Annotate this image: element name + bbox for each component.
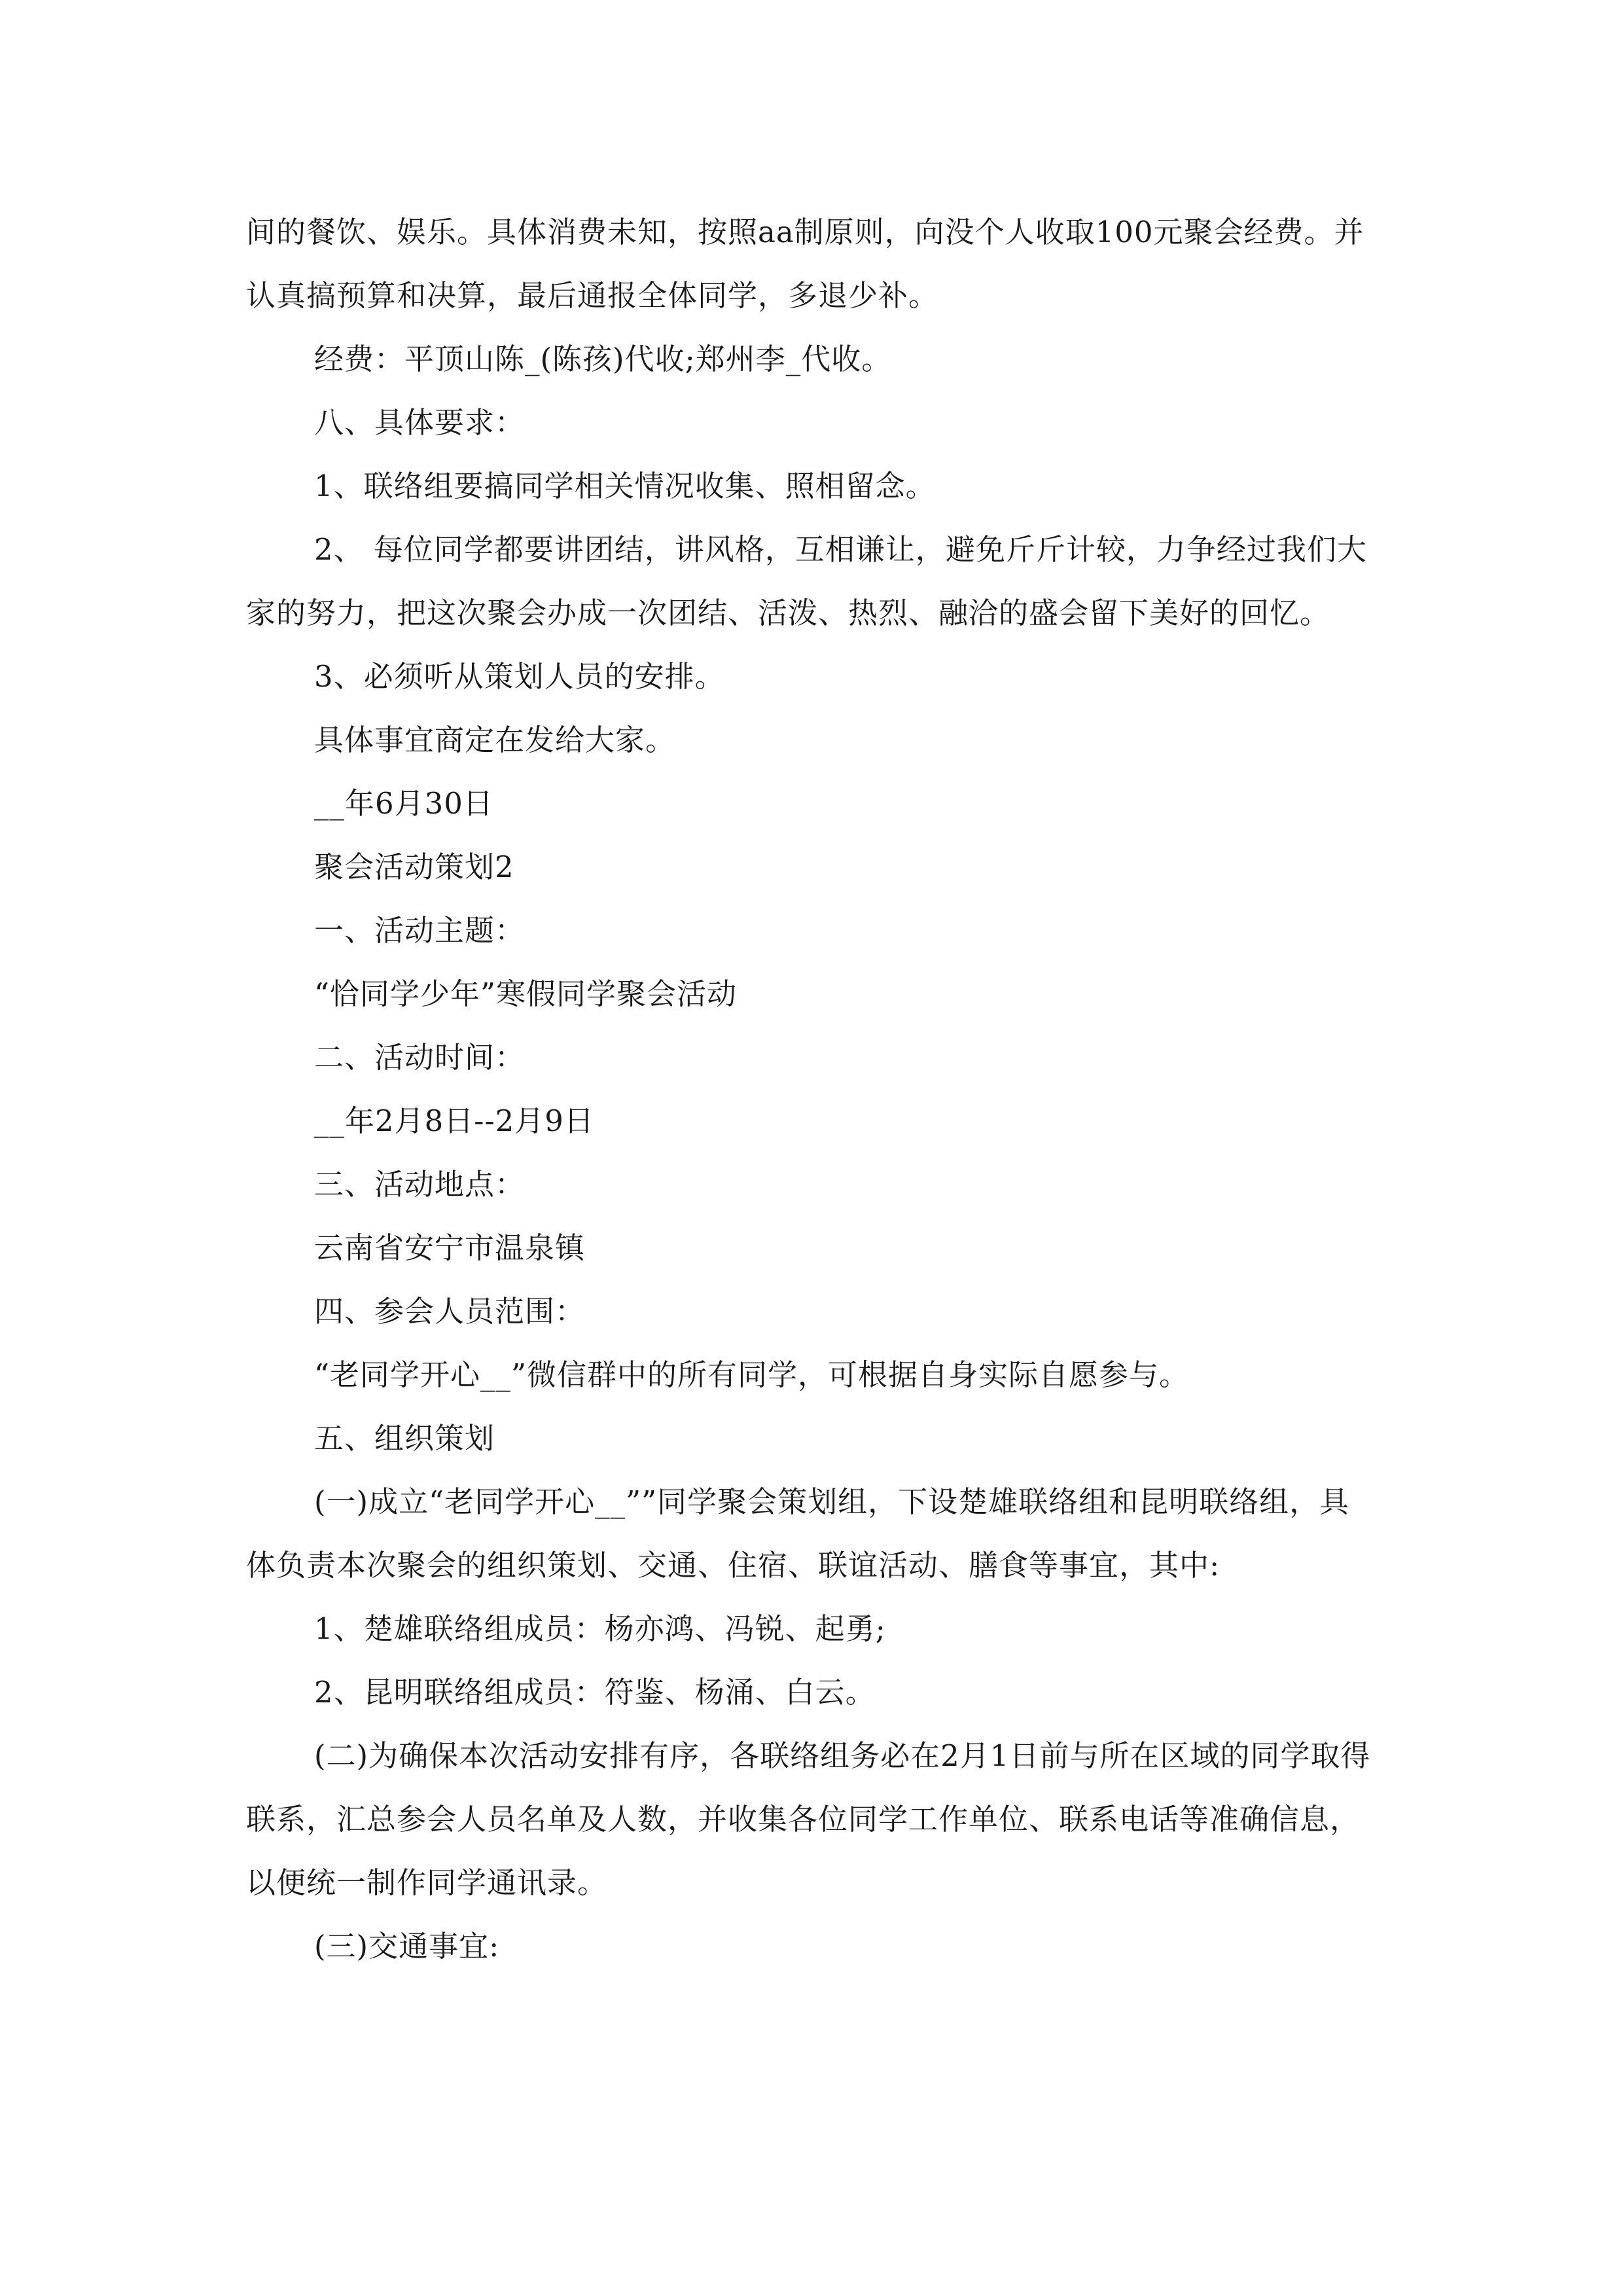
paragraph-20: 1、楚雄联络组成员：杨亦鸿、冯锐、起勇; xyxy=(314,1611,886,1646)
section-heading-2: 二、活动时间： xyxy=(314,1040,526,1075)
paragraph-1: 间的餐饮、娱乐。具体消费未知，按照aa制原则，向没个人收取100元聚会经费。并认真搞预算和决算，最后通报全体同学，多退少补。 xyxy=(246,215,1364,313)
paragraph-19: (一)成立“老同学开心__””同学聚会策划组，下设楚雄联络组和昆明联络组，具体负责本次聚会的组织策划、交通、住宿、联谊活动、膳食等事宜，其中: xyxy=(246,1484,1350,1583)
date-line: __年6月30日 xyxy=(314,786,493,821)
paragraph-15: 云南省安宁市温泉镇 xyxy=(314,1230,586,1265)
section-heading-8: 八、具体要求： xyxy=(314,405,526,440)
document-page xyxy=(246,200,1377,1978)
paragraph-6: 3、必须听从策划人员的安排。 xyxy=(314,659,725,694)
paragraph-7: 具体事宜商定在发给大家。 xyxy=(314,723,676,757)
paragraph-22: (二)为确保本次活动安排有序，各联络组务必在2月1日前与所在区域的同学取得联系，汇总参会人员名单及人数，并收集各位同学工作单位、联系电话等准确信息，以便统一制作同学通讯录。 xyxy=(246,1738,1371,1900)
document-subtitle: 聚会活动策划2 xyxy=(314,850,514,884)
section-heading-3: 三、活动地点： xyxy=(314,1167,526,1202)
paragraph-21: 2、昆明联络组成员：符鉴、杨涌、白云。 xyxy=(314,1675,876,1710)
paragraph-5: 2、 每位同学都要讲团结，讲风格，互相谦让，避免斤斤计较，力争经过我们大家的努力，把这次聚会办成一次团结、活泼、热烈、融洽的盛会留下美好的回忆。 xyxy=(246,532,1367,630)
paragraph-23: (三)交通事宜: xyxy=(314,1929,500,1964)
section-heading-5: 五、组织策划 xyxy=(314,1421,495,1456)
paragraph-17: “老同学开心__”微信群中的所有同学，可根据自身实际自愿参与。 xyxy=(314,1357,1190,1392)
paragraph-4: 1、联络组要搞同学相关情况收集、照相留念。 xyxy=(314,469,936,503)
section-heading-1: 一、活动主题： xyxy=(314,913,526,948)
section-heading-4: 四、参会人员范围： xyxy=(314,1294,586,1329)
paragraph-11: “恰同学少年”寒假同学聚会活动 xyxy=(314,977,738,1011)
paragraph-2: 经费：平顶山陈_(陈孩)代收;郑州李_代收。 xyxy=(314,342,892,376)
paragraph-13: __年2月8日--2月9日 xyxy=(314,1103,594,1138)
